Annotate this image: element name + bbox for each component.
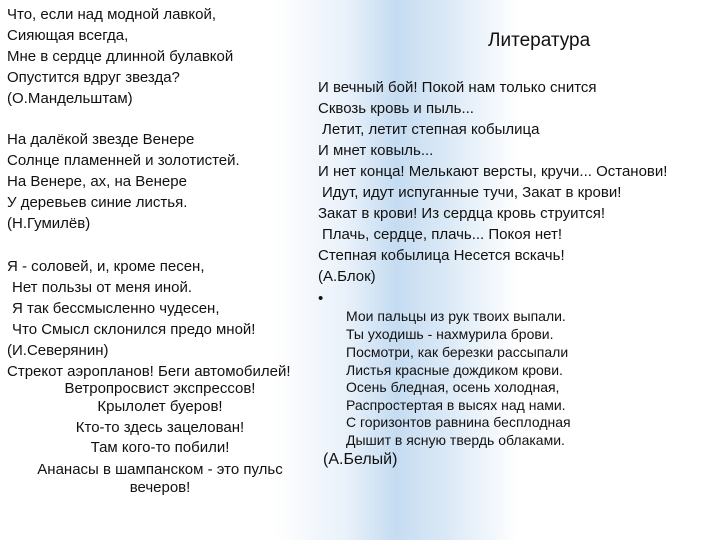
poem-line: На далёкой звезде Венере: [7, 131, 195, 148]
poem-line: У деревьев синие листья.: [7, 194, 188, 211]
poem-line: Мне в сердце длинной булавкой: [7, 48, 234, 65]
poem-line: Идут, идут испуганные тучи, Закат в крови!: [322, 184, 622, 201]
poem-line: Ветропросвист экспрессов!: [64, 380, 256, 397]
poem-line: Ананасы в шампанском - это пульс: [37, 461, 283, 478]
poem-line: Мои пальцы из рук твоих выпали.: [346, 308, 566, 324]
poem-line: С горизонтов равнина бесплодная: [346, 414, 571, 430]
poem-line: Что Смысл склонился предо мной!: [12, 321, 256, 338]
poem-line: Осень бледная, осень холодная,: [346, 379, 560, 395]
poem-line: Кто-то здесь зацелован!: [75, 419, 245, 436]
bullet-marker: •: [318, 290, 324, 307]
poem-line: Посмотри, как березки рассыпали: [346, 344, 569, 360]
poem-line: Сияющая всегда,: [7, 27, 129, 44]
poem-line: Я так бессмысленно чудесен,: [12, 300, 220, 317]
poem-line: Закат в крови! Из сердца кровь струится!: [318, 205, 606, 222]
poem-line: Опустится вдруг звезда?: [7, 69, 180, 86]
poem-author: (Н.Гумилёв): [7, 215, 91, 232]
poem-line: Летит, летит степная кобылица: [322, 121, 540, 138]
poem-line: Там кого-то побили!: [90, 439, 230, 456]
poem-line: И вечный бой! Покой нам только снится: [318, 79, 597, 96]
poem-line: Солнце пламенней и золотистей.: [7, 152, 240, 169]
poem-line: Нет пользы от меня иной.: [12, 279, 193, 296]
poem-line: Плачь, сердце, плачь... Покоя нет!: [322, 226, 563, 243]
poem-line: На Венере, ах, на Венере: [7, 173, 187, 190]
poem-line: И мнет ковыль...: [318, 142, 434, 159]
poem-line: Крылолет буеров!: [97, 398, 223, 415]
poem-author: (А.Блок): [318, 268, 376, 285]
poem-line: вечеров!: [129, 479, 191, 496]
poem-line: Дышит в ясную твердь облаками.: [346, 432, 565, 448]
poem-line: Ты уходишь - нахмурила брови.: [346, 326, 554, 342]
poem-author: (И.Северянин): [7, 342, 109, 359]
slide-title: Литература: [488, 30, 591, 51]
poem-author: (А.Белый): [323, 451, 398, 468]
poem-line: Стрекот аэропланов! Беги автомобилей!: [7, 363, 291, 380]
poem-line: Сквозь кровь и пыль...: [318, 100, 474, 117]
poem-line: Что, если над модной лавкой,: [7, 6, 216, 23]
poem-line: Распростертая в высях над нами.: [346, 397, 566, 413]
poem-line: Листья красные дождиком крови.: [346, 362, 563, 378]
poem-line: И нет конца! Мелькают версты, кручи... Останови!: [318, 163, 668, 180]
poem-line: Степная кобылица Несется вскачь!: [318, 247, 565, 264]
poem-line: Я - соловей, и, кроме песен,: [7, 258, 205, 275]
poem-author: (О.Мандельштам): [7, 90, 133, 107]
